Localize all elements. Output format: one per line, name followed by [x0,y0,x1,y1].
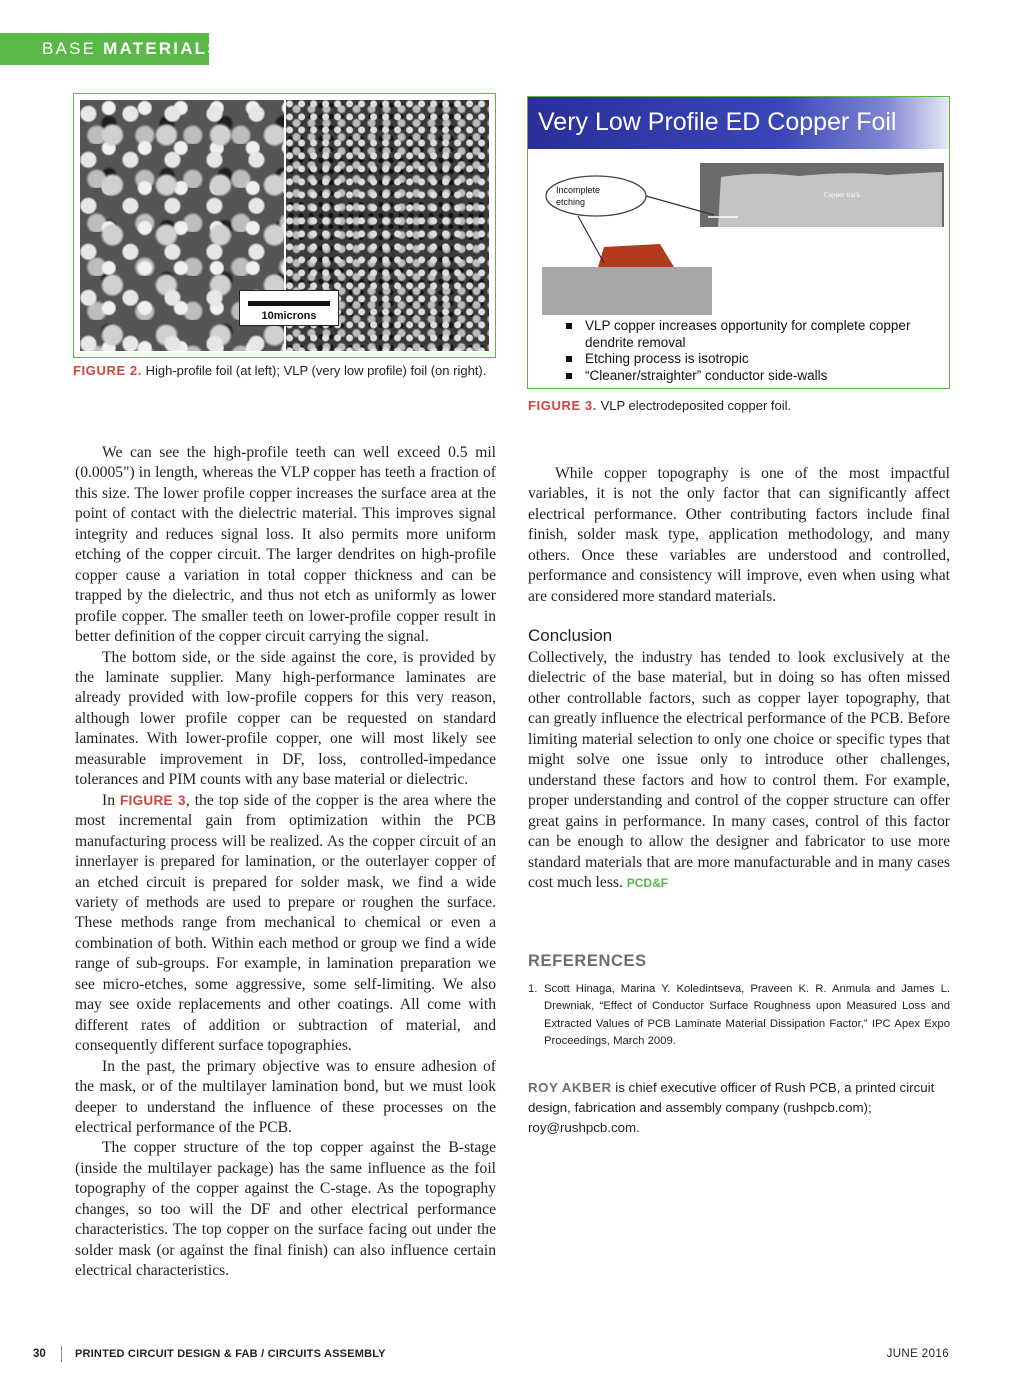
figure-3-bullet: “Cleaner/straighter” conductor side-walls [566,368,936,385]
figure-3-caption-text: VLP electrodeposited copper foil. [596,398,792,413]
conclusion-section [528,648,950,893]
callout-line-1: Incomplete [556,185,601,195]
body-paragraph: We can see the high-profile teeth can well exceed 0.5 mil (0.0005") in length, whereas the VLP copper has teeth a fraction of this size. The lower profile copper increases the surface area at the point of contact with the dielectric material. This improves signal integrity and reduces signal loss. It also permits more uniform etching of the copper circuit. The larger dendrites on high-profile copper cause a variation in total copper thickness and can be trapped by the dielectric, and thus not etch as uniformly as lower profile copper. The smaller teeth on lower-profile copper result in better definition of the copper circuit carrying the signal. [75,444,496,646]
callout-bubble [546,176,646,216]
figure-3-title: Very Low Profile ED Copper Foil [528,97,949,149]
figure-3-bullet: VLP copper increases opportunity for complete copper dendrite removal [566,318,936,351]
author-bio [528,1078,950,1138]
end-tag: PCD&F [626,875,669,890]
scale-bar-label: 10microns [261,310,317,322]
body-paragraph: In FIGURE 3, the top side of the copper is the area where the most incremental gain from optimization within the PCB manufacturing process will be realized. As the copper circuit of an innerlayer is prepared for lamination, or the outerlayer copper of an etched circuit is prepared for solder mask, we find a wide variety of methods are used to prepare or roughen the surface. These methods range from mechanical to chemical or even a combination of both. Within each method or group we find a wide range of sub-groups. For example, in lamination preparation we see micro-etches, some aggressive, some self-limiting. We also may see oxide replacements and other coatings. All come with different rates of addition or subtraction of material, and consequently different surface topographies. [75,791,496,1055]
figure-2 [73,93,496,358]
figure-3-caption-label: FIGURE 3. [528,398,597,413]
reference-text: Scott Hinaga, Marina Y. Koledintseva, Praveen K. R. Anmula and James L. Drewniak, “Effect of Conductor Surface Roughness upon Measured Loss and Extracted Values of PCB Laminate Material Dissipation Factor,” IPC Apex Expo Proceedings, March 2009. [544,983,950,1048]
body-paragraph: The bottom side, or the side against the core, is provided by the laminate supplier. Many high-performance laminates are already provided with low-profile coppers for this very reason, although lower profile copper can be requested on standard laminates. With lower-profile copper, one will most likely see measurable improvement in DF, loss, controlled-impedance tolerances and PIM counts with any base material or dielectric. [75,648,496,789]
body-paragraph: The copper structure of the top copper against the B-stage (inside the multilayer package) has the same influence as the foil topography of the copper against the C-stage. As the topography changes, so too will the DF and other electrical performance characteristics. The top copper on the surface facing out under the solder mask (or against the final finish) can also influence certain electrical characteristics. [75,1139,496,1280]
figure-2-caption [73,362,496,380]
figure-3-caption [528,397,951,415]
issue-date: JUNE 2016 [886,1348,949,1360]
reference-number: 1. [528,983,538,995]
footer-divider [61,1346,62,1362]
figure-2-caption-text: High-profile foil (at left); VLP (very low profile) foil (on right). [141,363,487,378]
page-number: 30 [33,1348,46,1360]
copper-foil-diagram [528,149,950,319]
author-bio-text: is chief executive officer of Rush PCB, a printed circuit design, fabrication and assembly company (rushpcb.com); roy@rushpcb.com. [528,1080,935,1135]
body-paragraph: Collectively, the industry has tended to look exclusively at the dielectric of the base material, but in doing so has often missed other controllable factors, such as copper layer topography, that can greatly influence the electrical performance of the PCB. Before limiting material selection to only one choice or specific types that might solve one issue only to introduce other challenges, understand these factors and how to control them. For example, proper understanding and control of the copper structure can offer great gains in performance. In many cases, control of this factor can be enough to allow the designer and fabricator to use more standard materials that are more manufacturable and in many cases cost much less. PCD&F [528,649,950,891]
scale-bar [239,290,339,326]
section-tab [0,33,221,65]
body-paragraph: While copper topography is one of the most impactful variables, it is not the only factor that can significantly affect electrical performance. Other contributing factors include final finish, solder mask type, application methodology, and many others. Once these variables are understood and controlled, performance and consistency will improve, even when using what are considered more standard materials. [528,465,950,605]
figure-3 [527,96,950,389]
copper-track-label: Copper track [824,191,861,199]
right-column-intro [528,464,950,607]
references-heading: REFERENCES [528,952,647,970]
copper-conductor-shape [598,244,674,267]
figure-3-bullets [566,318,936,384]
section-label-light: BASE [42,39,104,58]
page-footer [0,1346,1024,1366]
figure-3-reference: FIGURE 3 [120,792,186,808]
substrate-shape [542,267,712,315]
reference-item [528,981,950,1051]
author-name: ROY AKBER [528,1080,612,1095]
micron-scale-label: 35 µm [716,236,733,243]
figure-2-caption-label: FIGURE 2. [73,363,142,378]
conclusion-heading: Conclusion [528,626,613,645]
publication-name: PRINTED CIRCUIT DESIGN & FAB / CIRCUITS ASSEMBLY [75,1348,386,1360]
body-paragraph: In the past, the primary objective was to ensure adhesion of the mask, or of the multilayer lamination bond, but we must look deeper to understand the influence of these processes on the electrical performance of the PCB. [75,1057,496,1136]
section-label-bold: MATERIALS [103,39,221,58]
figure-3-bullet: Etching process is isotropic [566,351,936,368]
callout-line-2: etching [556,197,586,207]
left-column [75,443,496,1282]
copper-track-shape [718,172,942,227]
